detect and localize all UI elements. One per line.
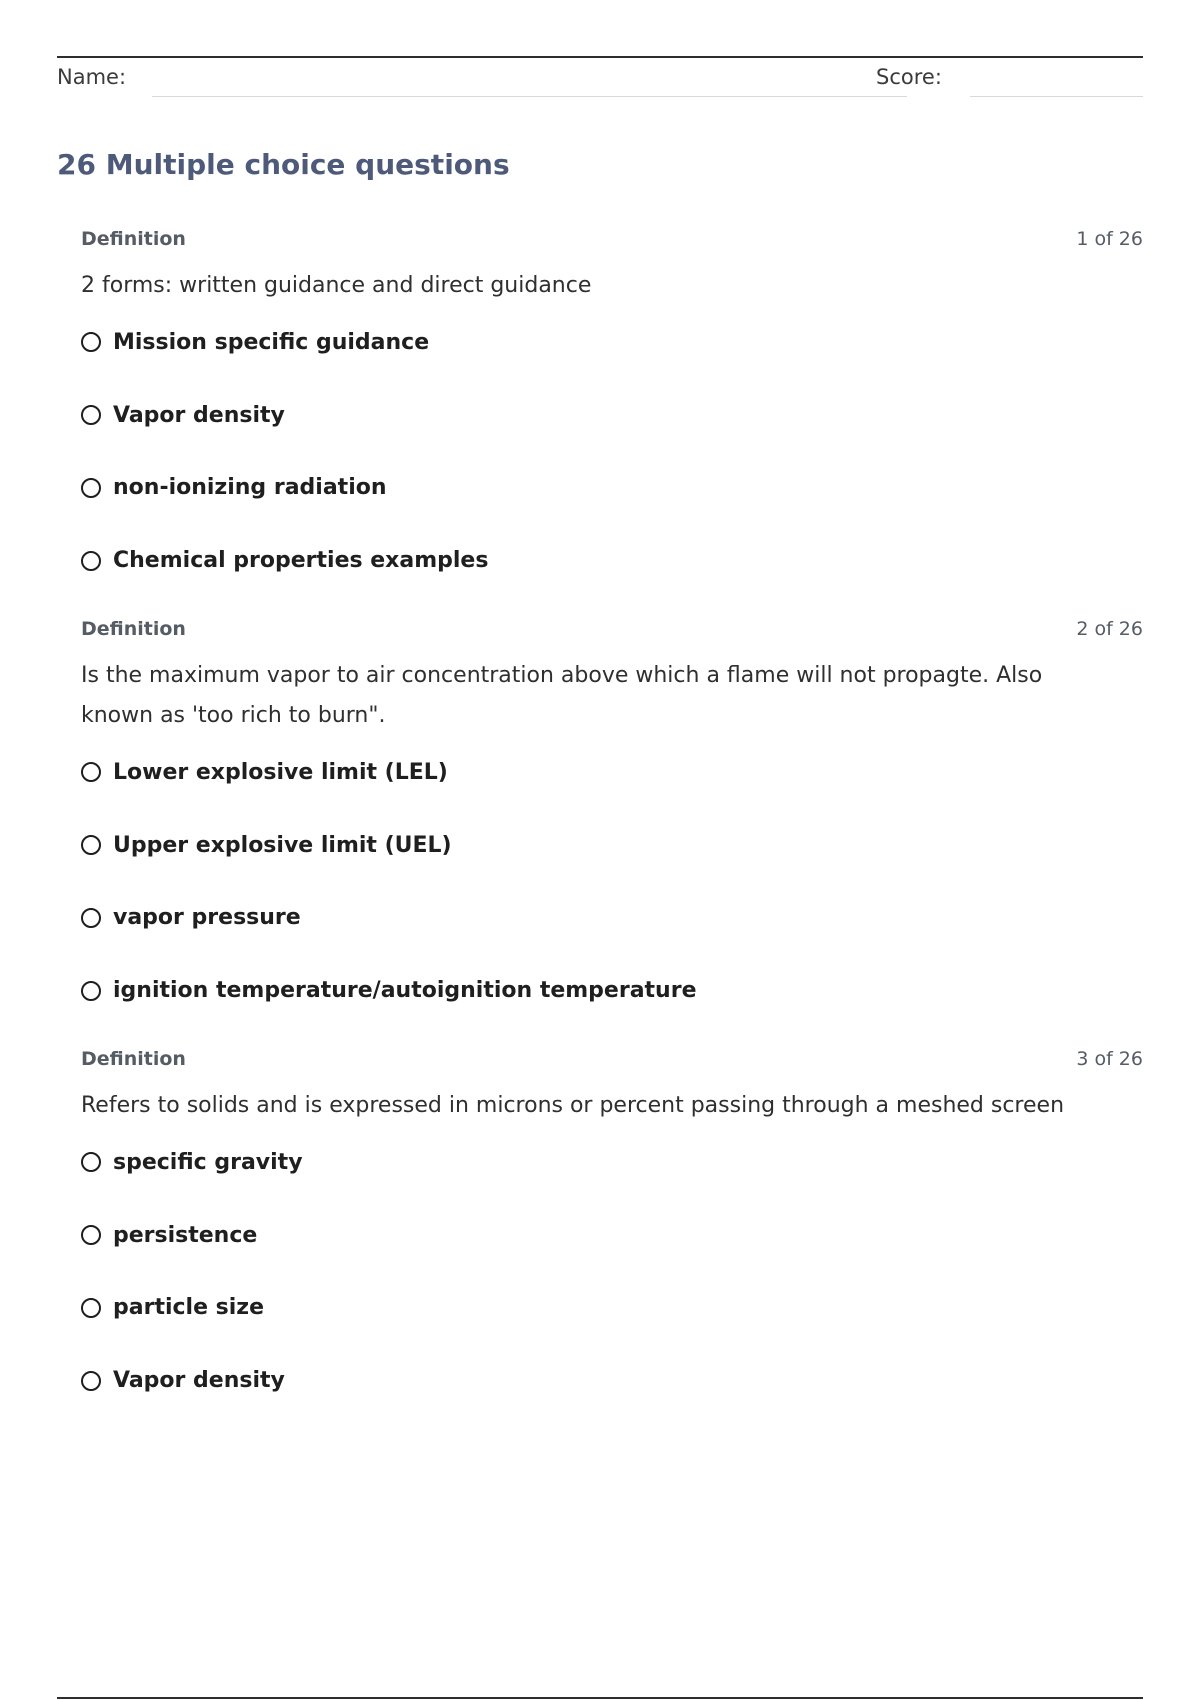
question-prompt: Is the maximum vapor to air concentration above which a flame will not propagte. Also known as 'too rich to burn". (81, 663, 1043, 728)
question-type: Definition (81, 618, 186, 640)
answer-label: Chemical properties examples (113, 548, 489, 574)
question-counter: 3 of 26 (1076, 1048, 1143, 1070)
answer-label: Vapor density (113, 402, 285, 428)
bottom-rule (57, 1697, 1143, 1699)
radio-button-icon[interactable] (81, 405, 101, 425)
radio-button-icon[interactable] (81, 1225, 101, 1245)
radio-button-icon[interactable] (81, 1371, 101, 1391)
answer-option[interactable] (81, 954, 1143, 1027)
answer-options (81, 1126, 1143, 1417)
answer-option[interactable] (81, 736, 1143, 809)
name-field[interactable] (152, 96, 907, 97)
answer-label: Upper explosive limit (UEL) (113, 832, 452, 858)
section-title: 26 Multiple choice questions (57, 148, 510, 181)
question-header (81, 1048, 1143, 1074)
answer-label: specific gravity (113, 1149, 303, 1175)
name-label: Name: (57, 65, 127, 89)
answer-option[interactable] (81, 1272, 1143, 1345)
answer-option[interactable] (81, 809, 1143, 882)
question-type: Definition (81, 228, 186, 250)
worksheet-header (57, 62, 1143, 98)
question-type: Definition (81, 1048, 186, 1070)
radio-button-icon[interactable] (81, 332, 101, 352)
answer-option[interactable] (81, 306, 1143, 379)
question-header (81, 228, 1143, 254)
question-prompt: 2 forms: written guidance and direct guidance (81, 273, 592, 298)
answer-option[interactable] (81, 1126, 1143, 1199)
radio-button-icon[interactable] (81, 1152, 101, 1172)
answer-label: persistence (113, 1222, 258, 1248)
answer-label: particle size (113, 1295, 265, 1321)
question-3 (81, 1048, 1143, 1417)
answer-options (81, 736, 1143, 1027)
radio-button-icon[interactable] (81, 551, 101, 571)
answer-label: Lower explosive limit (LEL) (113, 759, 448, 785)
question-counter: 1 of 26 (1076, 228, 1143, 250)
answer-label: vapor pressure (113, 905, 301, 931)
radio-button-icon[interactable] (81, 478, 101, 498)
answer-option[interactable] (81, 1199, 1143, 1272)
question-counter: 2 of 26 (1076, 618, 1143, 640)
question-prompt: Refers to solids and is expressed in microns or percent passing through a meshed screen (81, 1093, 1065, 1118)
radio-button-icon[interactable] (81, 981, 101, 1001)
answer-option[interactable] (81, 379, 1143, 452)
top-rule (57, 56, 1143, 58)
radio-button-icon[interactable] (81, 1298, 101, 1318)
answer-options (81, 306, 1143, 597)
answer-option[interactable] (81, 524, 1143, 597)
radio-button-icon[interactable] (81, 908, 101, 928)
answer-label: ignition temperature/autoignition temperature (113, 978, 697, 1004)
answer-label: Vapor density (113, 1368, 285, 1394)
score-label: Score: (876, 65, 942, 89)
score-field[interactable] (970, 96, 1143, 97)
question-2 (81, 618, 1143, 1027)
answer-option[interactable] (81, 1344, 1143, 1417)
radio-button-icon[interactable] (81, 762, 101, 782)
radio-button-icon[interactable] (81, 835, 101, 855)
answer-label: non-ionizing radiation (113, 475, 387, 501)
question-header (81, 618, 1143, 644)
question-1 (81, 228, 1143, 597)
answer-option[interactable] (81, 452, 1143, 525)
answer-label: Mission specific guidance (113, 329, 430, 355)
answer-option[interactable] (81, 882, 1143, 955)
